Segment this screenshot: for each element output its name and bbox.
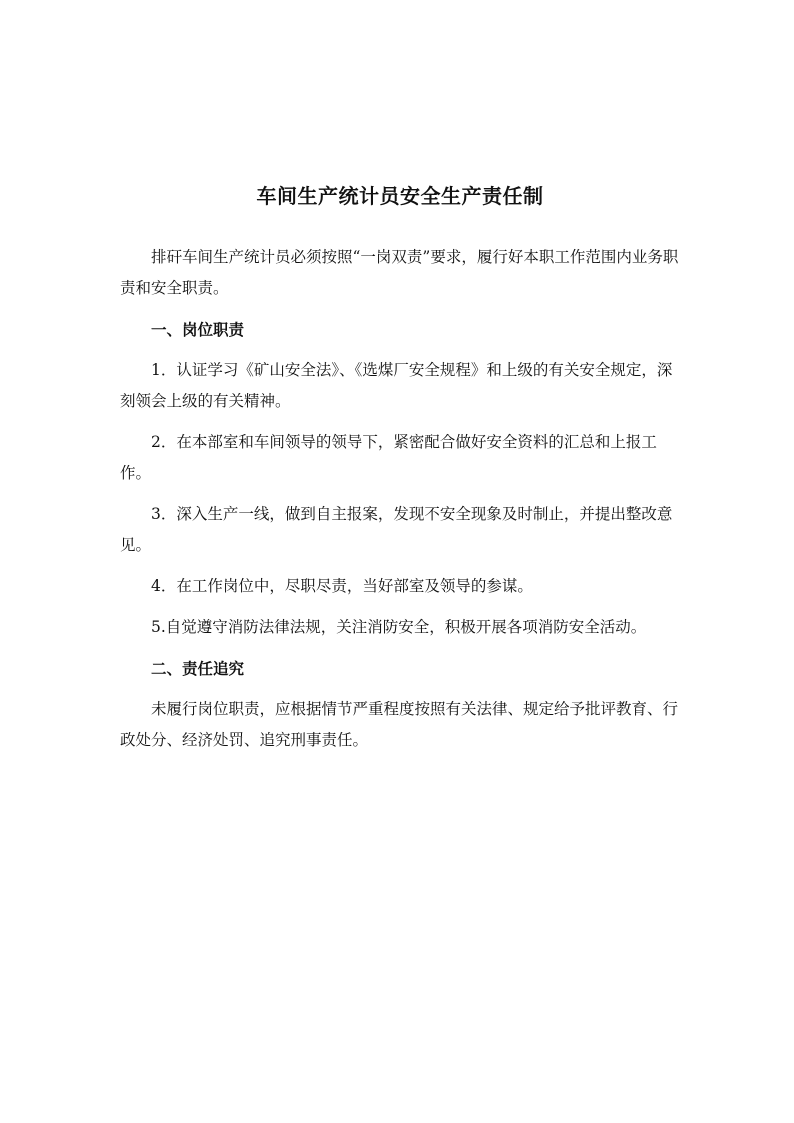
intro-paragraph: 排矸车间生产统计员必须按照“一岗双责”要求，履行好本职工作范围内业务职责和安全职责。 [120,248,679,297]
duty-item-5: 5.自觉遵守消防法律法规，关注消防安全，积极开展各项消防安全活动。 [151,618,647,636]
duty-item-2: 2．在本部室和车间领导的领导下，紧密配合做好安全资料的汇总和上报工作。 [120,433,657,482]
duty-item-1: 1．认证学习《矿山安全法》、《选煤厂安全规程》和上级的有关安全规定，深刻领会上级的有关精神。 [120,361,673,410]
accountability-paragraph: 未履行岗位职责，应根据情节严重程度按照有关法律、规定给予批评教育、行政处分、经济处罚、追究刑事责任。 [120,700,679,749]
section-heading-duties: 一、岗位职责 [151,320,245,339]
document-title: 车间生产统计员安全生产责任制 [256,184,544,208]
duty-item-4: 4．在工作岗位中，尽职尽责，当好部室及领导的参谋。 [151,577,533,595]
duty-item-3: 3．深入生产一线，做到自主报案，发现不安全现象及时制止，并提出整改意见。 [120,505,673,554]
document-content [120,180,680,766]
section-heading-accountability: 二、责任追究 [151,659,245,678]
